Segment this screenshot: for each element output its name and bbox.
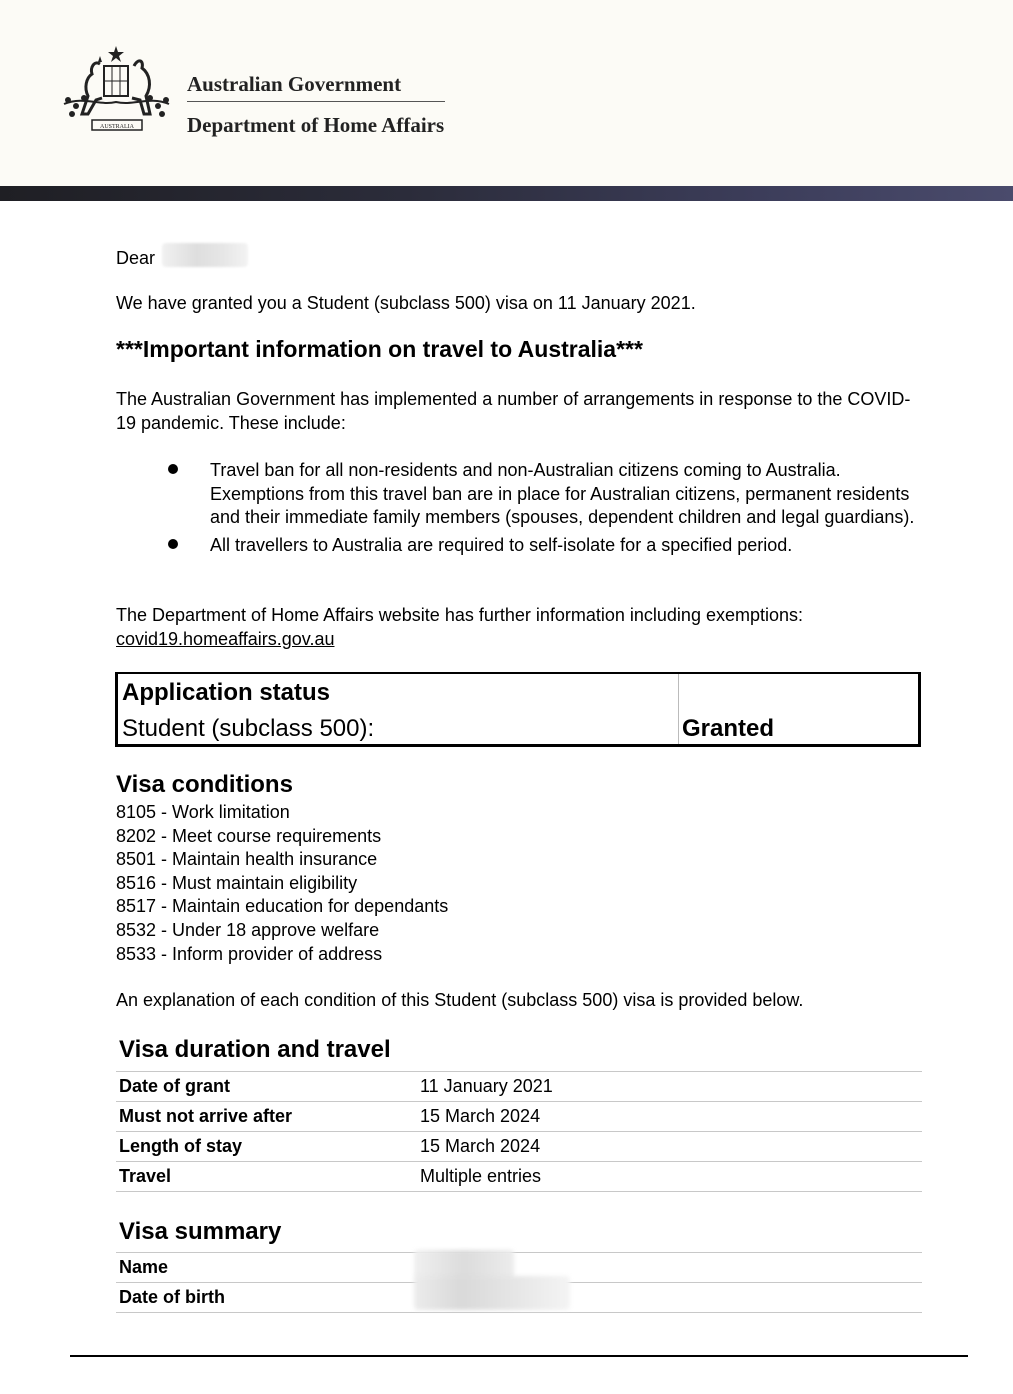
visa-duration-heading: Visa duration and travel — [119, 1036, 391, 1063]
salutation: Dear — [116, 248, 156, 268]
government-name: Australian Government — [187, 72, 402, 96]
row-key: Must not arrive after — [116, 1102, 417, 1132]
row-value: 15 March 2024 — [417, 1102, 922, 1132]
redacted-name — [162, 243, 248, 267]
table-row — [116, 1162, 922, 1192]
list-item: 8517 - Maintain education for dependants — [116, 896, 449, 917]
row-value: 15 March 2024 — [417, 1132, 922, 1162]
visa-conditions-heading: Visa conditions — [116, 771, 293, 798]
list-item: 8516 - Must maintain eligibility — [116, 872, 358, 893]
header-band — [0, 186, 1013, 201]
header-divider — [187, 101, 445, 102]
further-info: The Department of Home Affairs website has further information including exemptions: covid19.homeaffairs.gov.au — [116, 605, 804, 649]
status-label: Student (subclass 500): — [122, 715, 375, 742]
table-row — [116, 1132, 922, 1162]
svg-text:AUSTRALIA: AUSTRALIA — [100, 124, 134, 130]
important-heading: ***Important information on travel to Australia*** — [116, 336, 643, 362]
bullet-icon — [168, 464, 178, 474]
status-divider — [678, 674, 679, 744]
row-key: Name — [116, 1253, 417, 1283]
footer-divider — [70, 1355, 968, 1357]
row-value: Multiple entries — [417, 1162, 922, 1192]
coat-of-arms-icon — [54, 44, 179, 140]
list-item: 8532 - Under 18 approve welfare — [116, 919, 380, 940]
letterhead — [0, 0, 1013, 186]
row-value: 11 January 2021 — [417, 1072, 922, 1102]
table-row — [116, 1102, 922, 1132]
department-name: Department of Home Affairs — [187, 113, 445, 137]
list-item: All travellers to Australia are required to self-isolate for a specified period. — [116, 534, 916, 558]
list-item: Travel ban for all non-residents and non-Australian citizens coming to Australia. Exemptions from this travel ban are in place for Australian citizens, permanent residents and their immediate family members (spouses, dependent children and legal guardians). — [116, 459, 916, 530]
grant-statement: We have granted you a Student (subclass 500) visa on 11 January 2021. — [116, 293, 696, 313]
covid-intro: The Australian Government has implemented a number of arrangements in response to the COVID-19 pandemic. These include: — [116, 389, 911, 433]
list-item: 8533 - Inform provider of address — [116, 943, 383, 964]
list-item: 8501 - Maintain health insurance — [116, 849, 378, 870]
table-row — [116, 1072, 922, 1102]
covid-bullet-list — [116, 459, 916, 561]
list-item: 8105 - Work limitation — [116, 802, 290, 822]
conditions-explanation: An explanation of each condition of this Student (subclass 500) visa is provided below. — [116, 990, 804, 1010]
visa-duration-table — [116, 1071, 922, 1192]
row-key: Travel — [116, 1162, 417, 1192]
covid-info-link[interactable]: covid19.homeaffairs.gov.au — [116, 628, 335, 649]
status-title: Application status — [122, 679, 331, 706]
redacted-date-of-birth — [414, 1276, 570, 1310]
list-item: 8202 - Meet course requirements — [116, 825, 382, 846]
row-key: Date of birth — [116, 1283, 417, 1313]
status-badge: Granted — [682, 715, 775, 742]
bullet-icon — [168, 539, 178, 549]
visa-summary-heading: Visa summary — [119, 1218, 282, 1245]
row-key: Length of stay — [116, 1132, 417, 1162]
visa-conditions-list — [116, 801, 448, 966]
application-status-box — [115, 672, 921, 747]
row-key: Date of grant — [116, 1072, 417, 1102]
